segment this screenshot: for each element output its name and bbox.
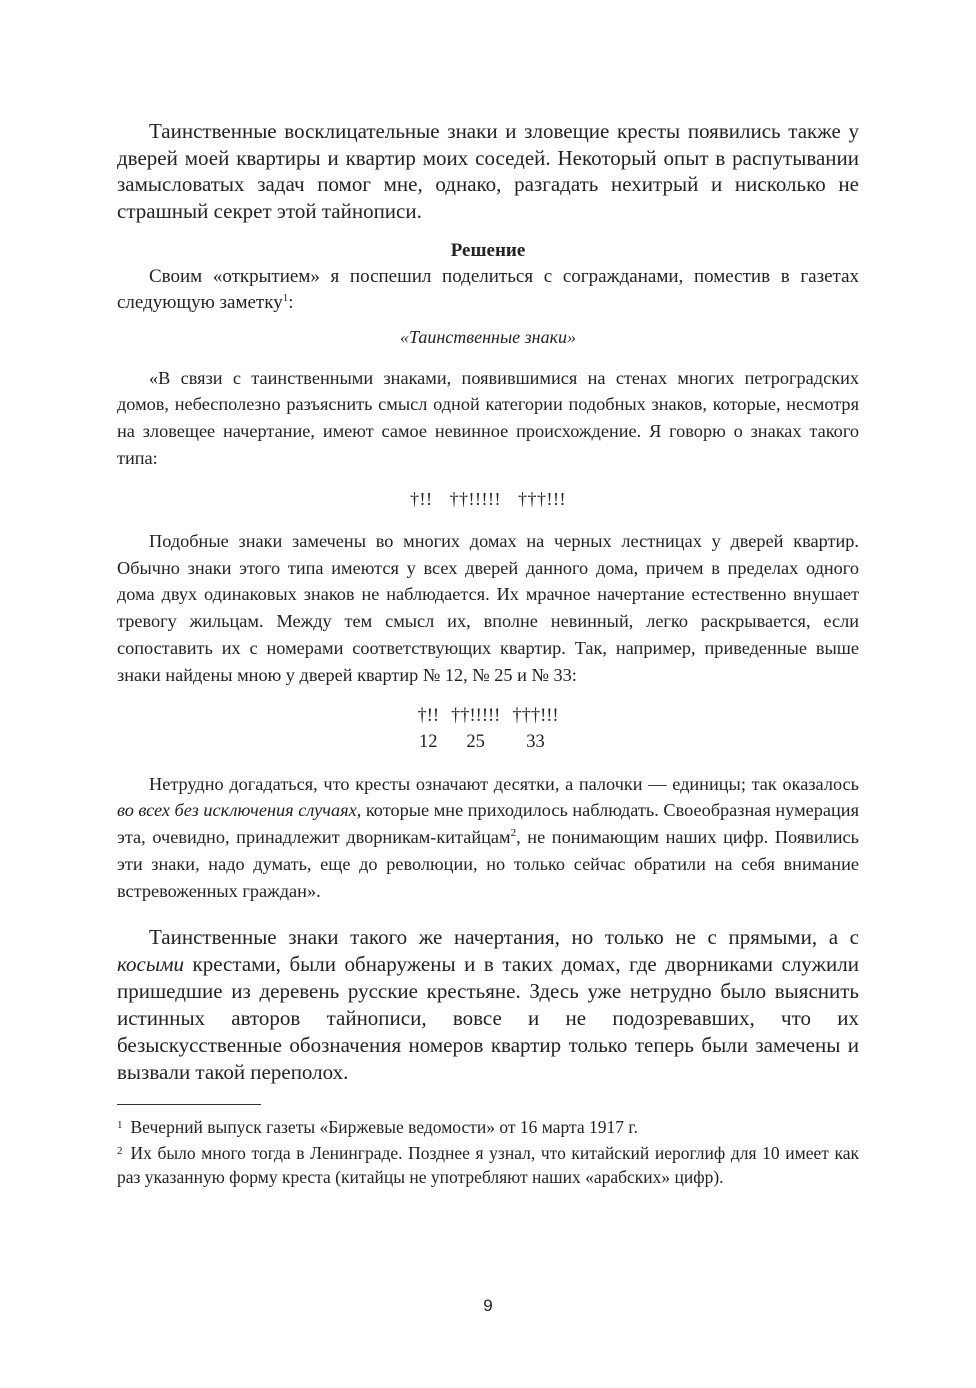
quote-paragraph-3 — [117, 771, 859, 905]
numbers-row — [411, 729, 564, 755]
intro-paragraph: Таинственные восклицательные знаки и зловещие кресты появились также у дверей моей квартиры и квартир моих соседей. Некоторый опыт в распутывании замысловатых задач помог мне, однако, разгадать нехитрый и нисколько не страшный секрет этой тайнописи. — [117, 119, 859, 223]
table-number-33: 33 — [526, 731, 545, 752]
footnote-ref-2: 2 — [510, 827, 517, 840]
footnote-text-2: Их было много тогда в Ленинграде. Позднее я узнал, что китайский иероглиф для 10 имеет как раз указанную форму креста (китайцы не употребляют наших «арабских» цифр). — [117, 1142, 859, 1187]
footnote-divider — [117, 1104, 261, 1105]
footnote-2 — [117, 1139, 859, 1189]
closing-emphasis: косыми — [117, 951, 184, 976]
footnote-ref-1: 1 — [282, 292, 289, 305]
p3-text-c: , не понимающим наших цифр. Появились эти знаки, надо думать, еще до революции, но только сейчас обратили на себя внимание встревоженных граждан». — [117, 827, 859, 901]
closing-text-a: Таинственные знаки такого же начертания, но только не с прямыми, а с — [149, 924, 859, 949]
sign-33: †††!!! — [518, 488, 566, 509]
p3-text-b: , которые мне приходилось наблюдать. Своеобразная нумерация эта, очевидно, принадлежит дворникам-китайцам — [117, 800, 859, 848]
p3-emphasis: во всех без исключения случаях — [117, 800, 357, 821]
signs-row — [411, 703, 564, 729]
sign-25: ††!!!!! — [449, 488, 501, 509]
footnote-1 — [117, 1113, 859, 1139]
closing-paragraph — [117, 924, 859, 1086]
signs-number-table — [411, 703, 564, 755]
signs-example-line — [117, 486, 859, 512]
table-number-25: 25 — [466, 731, 485, 752]
page-number: 9 — [483, 1296, 493, 1315]
section-heading: Решение — [450, 240, 526, 261]
sign-12: †!! — [410, 488, 433, 509]
closing-text-b: крестами, были обнаружены и в таких домах, где дворниками служили пришедшие из деревень русские крестьяне. Здесь уже нетрудно было выяснить истинных авторов тайнописи, вовсе и не подозревавших, что их безыскусственные обозначения номеров квартир только теперь были замечены и вызвали такой переполох. — [117, 951, 859, 1084]
p3-text-a: Нетрудно догадаться, что кресты означают десятки, а палочки — единицы; так оказалось — [149, 773, 859, 794]
footnote-mark-2: 2 — [117, 1144, 123, 1157]
article-title: «Таинственные знаки» — [400, 326, 576, 347]
table-sign-25: ††!!!!! — [451, 705, 501, 726]
footnote-mark-1: 1 — [117, 1118, 123, 1131]
quote-paragraph-2: Подобные знаки замечены во многих домах на черных лестницах у дверей квартир. Обычно знаки этого типа имеются у всех дверей данного дома, причем в пределах одного дома двух одинаковых знаков не наблюдается. Их мрачное начертание естественно внушает тревогу жильцам. Между тем смысл их, вполне невинный, легко раскрывается, если сопоставить их с номерами соответствующих квартир. Так, например, приведенные выше знаки найдены мною у дверей квартир № 12, № 25 и № 33: — [117, 530, 859, 685]
lead-end: : — [288, 292, 294, 314]
table-sign-33: †††!!! — [512, 705, 559, 726]
lead-text: Своим «открытием» я поспешил поделиться с согражданами, поместив в газетах следующую заметку — [117, 266, 859, 314]
footnotes — [117, 1113, 859, 1189]
quote-paragraph-1: «В связи с таинственными знаками, появившимися на стенах многих петроградских домов, небесполезно разъяснить смысл одной категории подобных знаков, которые, несмотря на зловещее начертание, имеют самое невинное происхождение. Я говорю о знаках такого типа: — [117, 367, 859, 468]
solution-lead-paragraph — [117, 264, 859, 317]
page-content — [117, 118, 859, 1189]
table-number-12: 12 — [418, 731, 438, 752]
footnote-text-1: Вечерний выпуск газеты «Биржевые ведомости» от 16 марта 1917 г. — [130, 1116, 638, 1137]
table-sign-12: †!! — [417, 705, 440, 726]
